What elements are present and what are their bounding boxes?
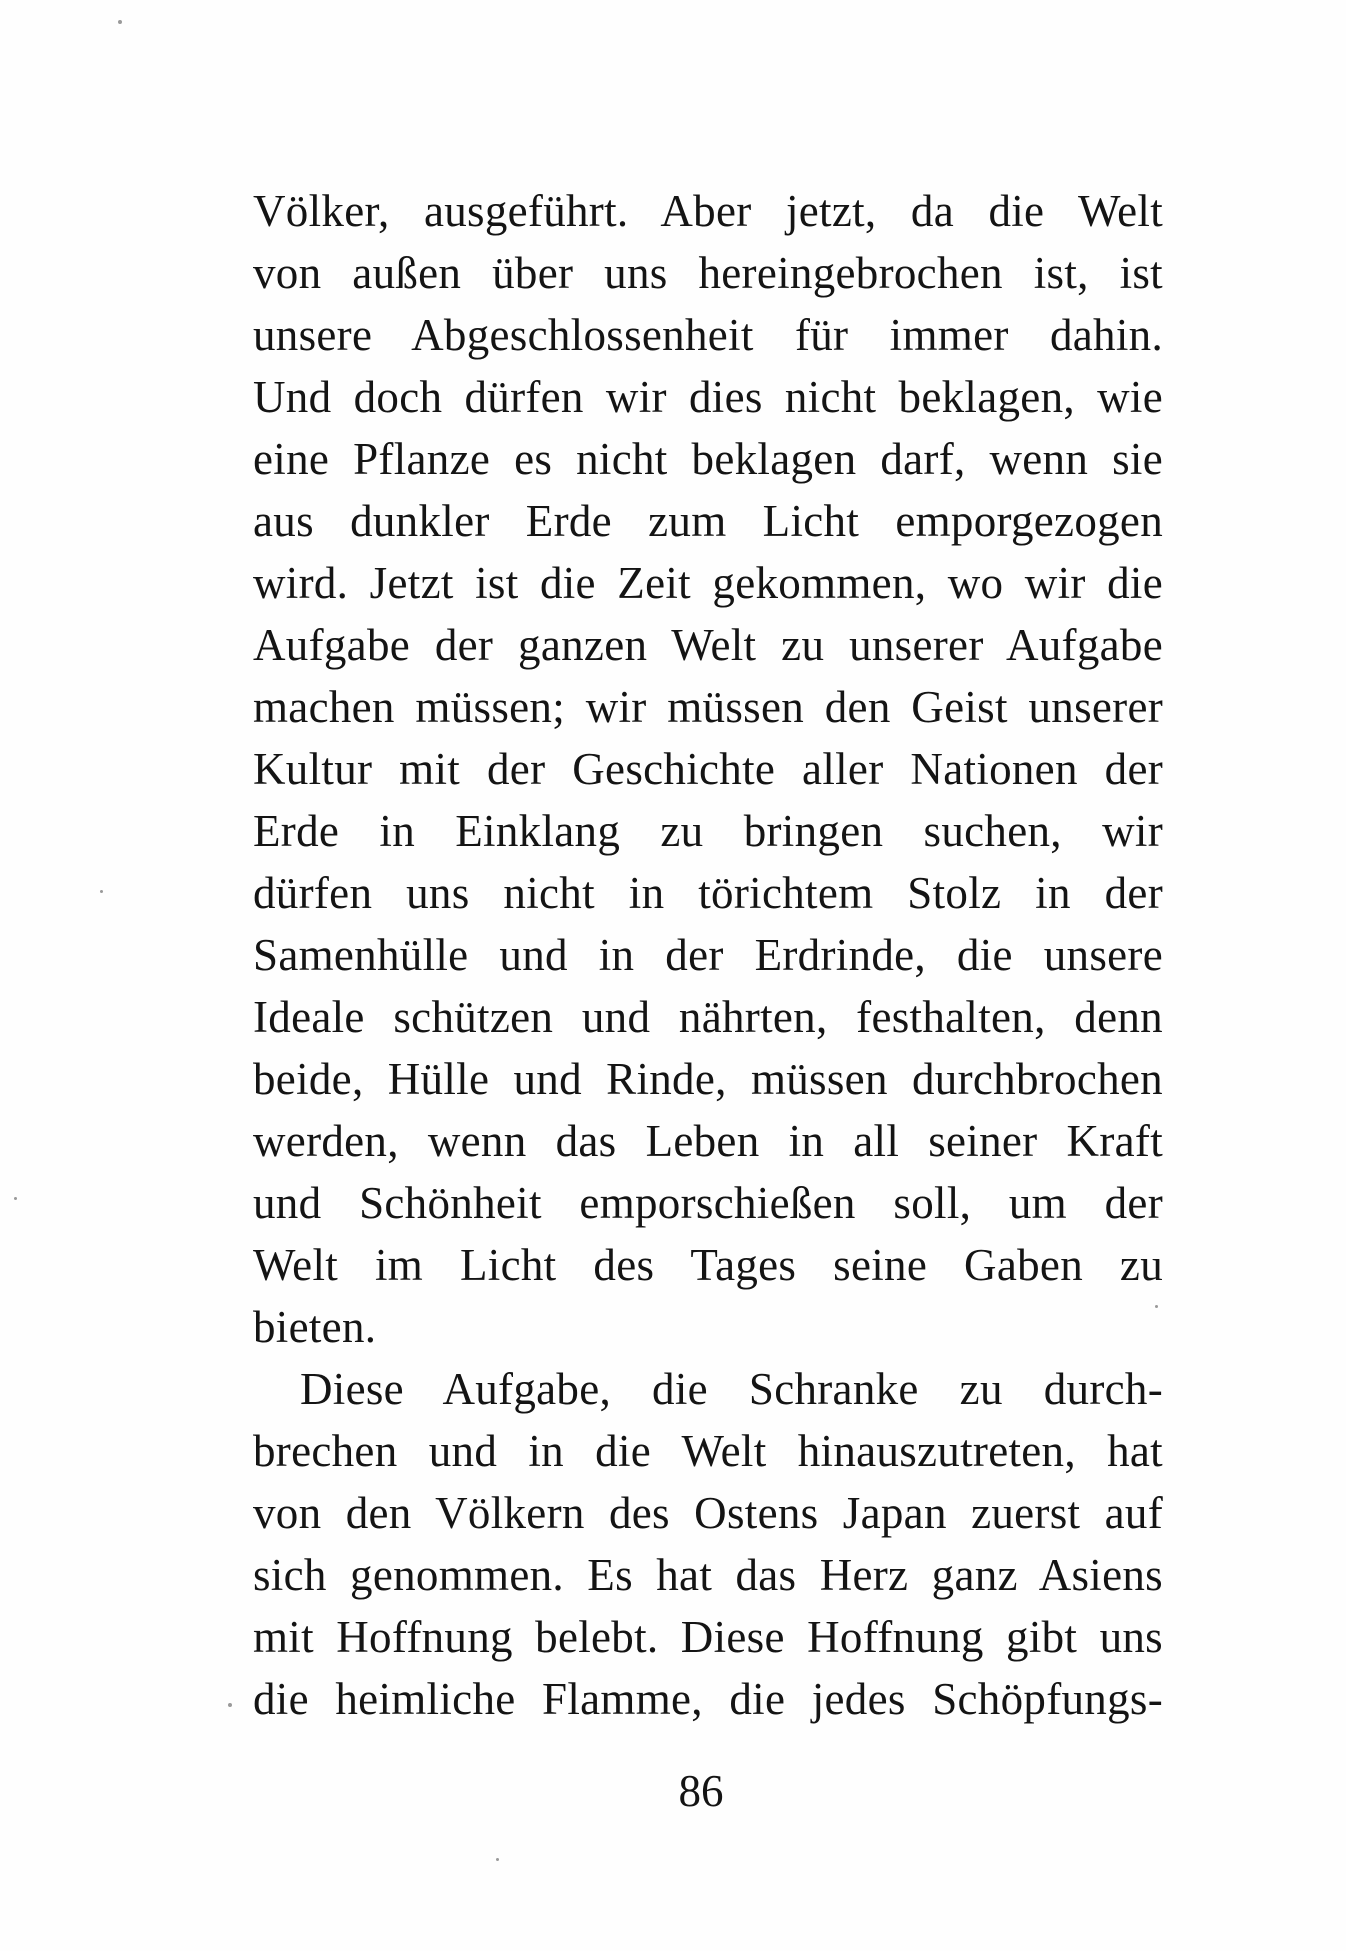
text-line: Und doch dürfen wir dies nicht beklagen, wie	[253, 372, 1163, 422]
text-line: sich genommen. Es hat das Herz ganz Asiens	[253, 1550, 1163, 1600]
text-line: beide, Hülle und Rinde, müssen durchbrochen	[253, 1054, 1163, 1104]
scan-speck	[100, 890, 103, 893]
body-text	[253, 180, 1163, 1730]
text-line: brechen und in die Welt hinauszutreten, hat	[253, 1426, 1163, 1476]
text-line: Welt im Licht des Tages seine Gaben zu	[253, 1240, 1163, 1290]
text-line: die heimliche Flamme, die jedes Schöpfungs-	[253, 1674, 1163, 1724]
text-line: Völker, ausgeführt. Aber jetzt, da die Welt	[253, 186, 1163, 236]
paragraph-2	[253, 1358, 1163, 1730]
text-line: dürfen uns nicht in törichtem Stolz in der	[253, 868, 1163, 918]
text-line: Samenhülle und in der Erdrinde, die unsere	[253, 930, 1163, 980]
scan-speck	[228, 1703, 232, 1707]
text-line: Diese Aufgabe, die Schranke zu durch-	[300, 1364, 1163, 1414]
text-line: von außen über uns hereingebrochen ist, ist	[253, 248, 1163, 298]
page-number: 86	[678, 1766, 724, 1816]
text-line: mit Hoffnung belebt. Diese Hoffnung gibt uns	[253, 1612, 1163, 1662]
text-line: und Schönheit emporschießen soll, um der	[253, 1178, 1163, 1228]
text-line: unsere Abgeschlossenheit für immer dahin.	[253, 310, 1163, 360]
scan-speck	[496, 1858, 499, 1861]
scan-speck	[118, 20, 122, 24]
scan-speck	[14, 1197, 17, 1200]
paragraph-1	[253, 180, 1163, 1358]
text-line: aus dunkler Erde zum Licht emporgezogen	[253, 496, 1163, 546]
text-line: wird. Jetzt ist die Zeit gekommen, wo wir die	[253, 558, 1163, 608]
text-line: Erde in Einklang zu bringen suchen, wir	[253, 806, 1163, 856]
text-line: Kultur mit der Geschichte aller Nationen der	[253, 744, 1163, 794]
text-line: Aufgabe der ganzen Welt zu unserer Aufgabe	[253, 620, 1163, 670]
text-line: Ideale schützen und nährten, festhalten, denn	[253, 992, 1163, 1042]
text-line: werden, wenn das Leben in all seiner Kraft	[253, 1116, 1163, 1166]
text-line: von den Völkern des Ostens Japan zuerst auf	[253, 1488, 1163, 1538]
text-line: eine Pflanze es nicht beklagen darf, wenn sie	[253, 434, 1163, 484]
text-line: machen müssen; wir müssen den Geist unserer	[253, 682, 1163, 732]
text-line: bieten.	[253, 1302, 377, 1352]
